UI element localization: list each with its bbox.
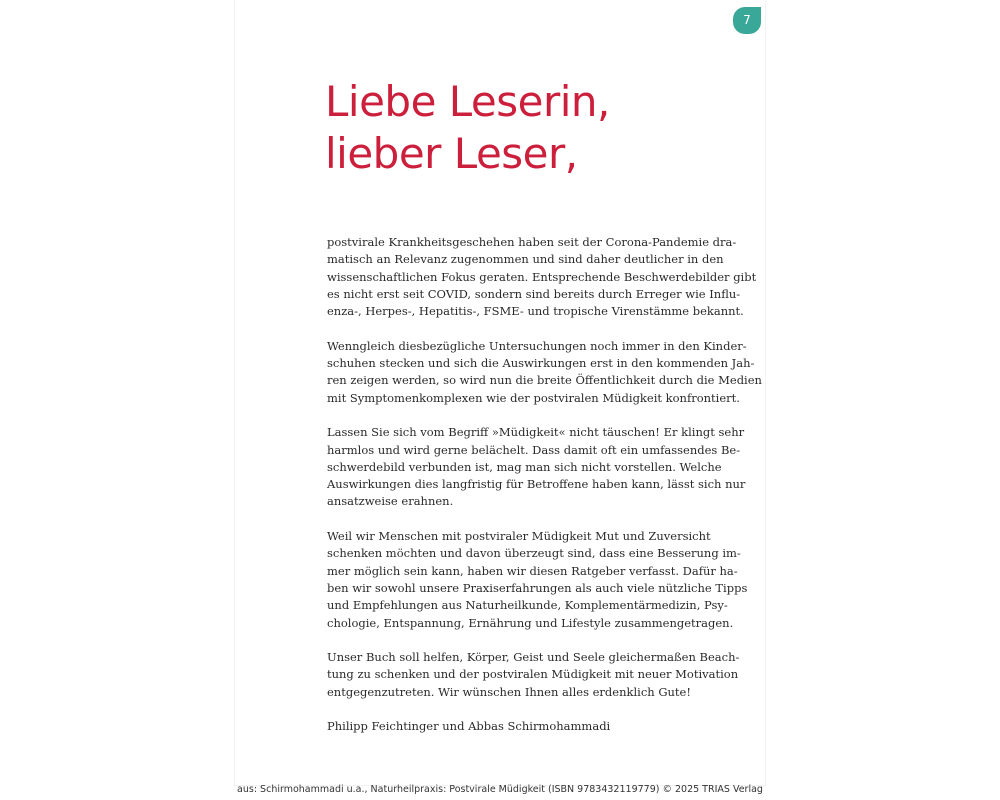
signature: Philipp Feichtinger und Abbas Schirmohammadi	[327, 719, 611, 734]
text-line: postvirale Krankheitsgeschehen haben seit der Corona-Pandemie dra-	[327, 235, 737, 249]
text-line: und Empfehlungen aus Naturheilkunde, Komplementärmedizin, Psy-	[327, 598, 728, 613]
text-line: Weil wir Menschen mit postviraler Müdigkeit Mut und Zuversicht	[327, 529, 711, 544]
paragraph-2	[327, 338, 762, 407]
text-line: schenken möchten und davon überzeugt sind, dass eine Besserung im-	[327, 546, 741, 561]
paragraph-3	[327, 424, 746, 510]
paragraph-4	[327, 528, 748, 632]
text-line: chologie, Entspannung, Ernährung und Lifestyle zusammengetragen.	[327, 615, 734, 630]
text-line: ben wir sowohl unsere Praxiserfahrungen als auch viele nützliche Tipps	[327, 580, 748, 595]
text-line: schuhen stecken und sich die Auswirkungen erst in den kommenden Jah-	[327, 356, 755, 371]
text-line: Lassen Sie sich vom Begriff »Müdigkeit« nicht täuschen! Er klingt sehr	[327, 425, 745, 440]
text-line: mit Symptomenkomplexen wie der postviralen Müdigkeit konfrontiert.	[327, 390, 740, 405]
paragraph-5	[327, 649, 740, 701]
text-line: tung zu schenken und der postviralen Müdigkeit mit neuer Motivation	[327, 667, 739, 682]
heading-line-1: Liebe Leserin,	[325, 77, 610, 126]
heading-line-2: lieber Leser,	[325, 129, 578, 178]
text-line: ansatzweise erahnen.	[327, 494, 454, 509]
paragraph-1	[327, 234, 757, 320]
text-line: Auswirkungen dies langfristig für Betroffene haben kann, lässt sich nur	[327, 477, 746, 492]
text-line: schwerdebild verbunden ist, mag man sich nicht vorstellen. Welche	[327, 459, 722, 474]
text-line: Unser Buch soll helfen, Körper, Geist und Seele gleichermaßen Beach-	[327, 650, 740, 665]
text-line: matisch an Relevanz zugenommen und sind daher deutlicher in den	[327, 252, 724, 267]
page-heading	[325, 76, 745, 180]
page-number-badge: 7	[733, 7, 761, 34]
text-line: ren zeigen werden, so wird nun die breite Öffentlichkeit durch die Medien	[327, 373, 762, 388]
text-line: harmlos und wird gerne belächelt. Dass damit oft ein umfassendes Be-	[327, 442, 741, 457]
text-line: mer möglich sein kann, haben wir diesen Ratgeber verfasst. Dafür ha-	[327, 563, 738, 578]
body-text	[327, 234, 762, 753]
text-line: Wenngleich diesbezügliche Untersuchungen noch immer in den Kinder-	[327, 338, 747, 353]
text-line: entgegenzutreten. Wir wünschen Ihnen alles erdenklich Gute!	[327, 684, 691, 699]
source-footer: aus: Schirmohammadi u.a., Naturheilpraxis: Postvirale Müdigkeit (ISBN 9783432119779) © 2025 TRIAS Verlag	[237, 784, 763, 795]
text-line: es nicht erst seit COVID, sondern sind bereits durch Erreger wie Influ-	[327, 286, 741, 301]
text-line: enza-, Herpes-, Hepatitis-, FSME- und tropische Virenstämme bekannt.	[327, 304, 744, 319]
text-line: wissenschaftlichen Fokus geraten. Entsprechende Beschwerdebilder gibt	[327, 269, 757, 284]
